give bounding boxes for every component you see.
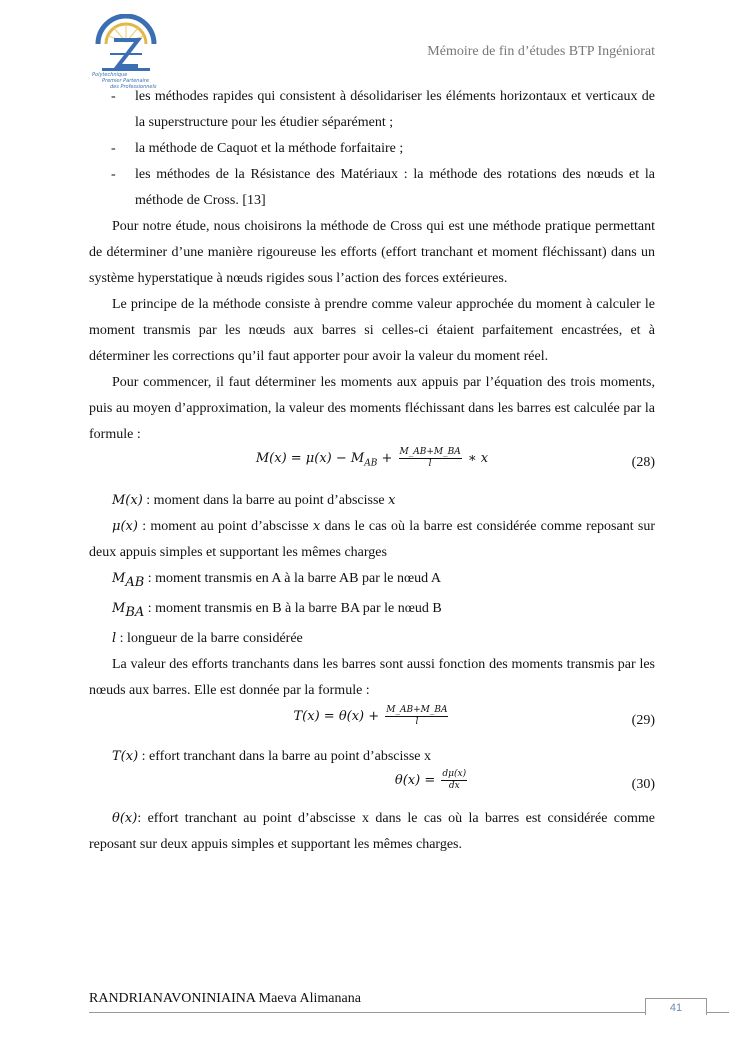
definition-text: : moment au point d’abscisse <box>137 519 313 534</box>
definition-text: : effort tranchant dans la barre au point d’abscisse x <box>138 748 432 764</box>
definition-M <box>89 488 655 514</box>
eq30-denominator: dx <box>448 780 460 791</box>
symbol-sub: AB <box>125 574 145 590</box>
page-number: 41 <box>645 998 707 1015</box>
eq28-sub: AB <box>364 458 378 469</box>
definition-text: : moment dans la barre au point d’abscisse <box>142 493 389 508</box>
symbol: x <box>388 493 396 508</box>
symbol: T(x) <box>112 748 139 764</box>
logo-caption-3: des Professionnels <box>110 84 157 90</box>
bullet-item <box>89 162 655 214</box>
paragraph-cross-method: Pour notre étude, nous choisirons la méthode de Cross qui est une méthode pratique permettant de déterminer d’une manière rigoureuse les efforts (effort tranchant et moment fléchissant) dans un système hyperstatique à nœuds rigides sous l’action des forces extérieures. <box>89 219 655 286</box>
definition-text: : effort tranchant au point d’abscisse x dans le cas où la barres est considérée comme reposant sur deux appuis simples et supportant les mêmes charges. <box>89 810 655 852</box>
eq28-rhs: ∗ x <box>463 451 489 466</box>
equation-30 <box>89 768 655 800</box>
bullet-text: la méthode de Caquot et la méthode forfaitaire ; <box>135 141 404 156</box>
footer-divider <box>89 1012 729 1013</box>
page-content <box>89 84 655 858</box>
symbol: θ(x) <box>112 810 138 826</box>
eq29-lhs: T(x) = θ(x) + <box>293 708 384 724</box>
definition-text: : moment transmis en A à la barre AB par le nœud A <box>144 571 441 586</box>
bullet-dash: - <box>111 167 116 182</box>
eq29-numerator: M_AB+M_BA <box>386 704 448 715</box>
eq28-denominator: l <box>428 459 432 469</box>
definition-MAB <box>89 566 655 596</box>
equation-number: (30) <box>631 776 655 792</box>
paragraph-principle: Le principe de la méthode consiste à prendre comme valeur approchée du moment à calculer le moment transmis par les nœuds aux barres si celles-ci étaient parfaitement encastrées, et à déterminer les corrections qu’il faut apporter pour avoir la valeur du moment réel. <box>89 297 655 364</box>
eq30-fraction <box>441 769 467 792</box>
eq28-fraction <box>399 447 462 470</box>
school-logo <box>80 14 172 94</box>
logo-caption-1: Polytechnique <box>92 72 128 78</box>
definition-mu <box>89 514 655 566</box>
symbol-sub: BA <box>125 604 145 620</box>
bullet-item <box>89 84 655 136</box>
logo-caption-2: Premier Partenaire <box>102 78 150 84</box>
eq29-fraction <box>385 705 448 728</box>
paragraph-shear: La valeur des efforts tranchants dans les barres sont aussi fonction des moments transmis par les nœuds aux barres. Elle est donnée par la formule : <box>89 656 655 698</box>
definition-T <box>89 744 655 770</box>
eq29-denominator: l <box>415 716 419 727</box>
footer-author: RANDRIANAVONINIAINA Maeva Alimanana <box>89 991 361 1006</box>
equation-28 <box>89 446 655 478</box>
eq28-lhs: M(x) = μ(x) − M <box>255 451 365 466</box>
eq28-plus: + <box>377 451 397 466</box>
symbol: μ(x) <box>112 519 138 534</box>
bullet-dash: - <box>111 89 116 104</box>
definition-MBA <box>89 596 655 626</box>
bullet-text: les méthodes de la Résistance des Matériaux : la méthode des rotations des nœuds et la méthode de Cross. [13] <box>135 167 655 208</box>
header-title: Mémoire de fin d’études BTP Ingéniorat <box>427 44 655 59</box>
eq30-numerator: dμ(x) <box>442 768 467 779</box>
bullet-text: les méthodes rapides qui consistent à désolidariser les éléments horizontaux et verticaux de la superstructure pour les étudier séparément ; <box>135 89 655 130</box>
eq30-lhs: θ(x) = <box>394 772 440 788</box>
equation-29 <box>89 704 655 736</box>
symbol: M <box>112 600 126 616</box>
symbol: M(x) <box>112 493 143 508</box>
equation-number: (28) <box>631 455 655 470</box>
definition-text: : longueur de la barre considérée <box>116 630 303 646</box>
definition-text: dans le cas où la barre est considérée comme reposant sur deux appuis simples et supportant les mêmes charges <box>89 519 655 560</box>
definition-l <box>89 626 655 652</box>
bullet-item <box>89 136 655 162</box>
symbol: M <box>112 571 126 586</box>
eq28-numerator: M_AB+M_BA <box>399 447 461 457</box>
bullet-dash: - <box>111 141 116 156</box>
symbol: l <box>112 630 117 646</box>
symbol: x <box>312 519 321 534</box>
equation-number: (29) <box>631 712 655 728</box>
definition-text: : moment transmis en B à la barre BA par le nœud B <box>144 600 442 616</box>
paragraph-three-moments: Pour commencer, il faut déterminer les moments aux appuis par l’équation des trois moments, puis au moyen d’approximation, la valeur des moments fléchissant dans les barres est calculée par la formule : <box>89 375 655 442</box>
definition-theta <box>89 806 655 858</box>
